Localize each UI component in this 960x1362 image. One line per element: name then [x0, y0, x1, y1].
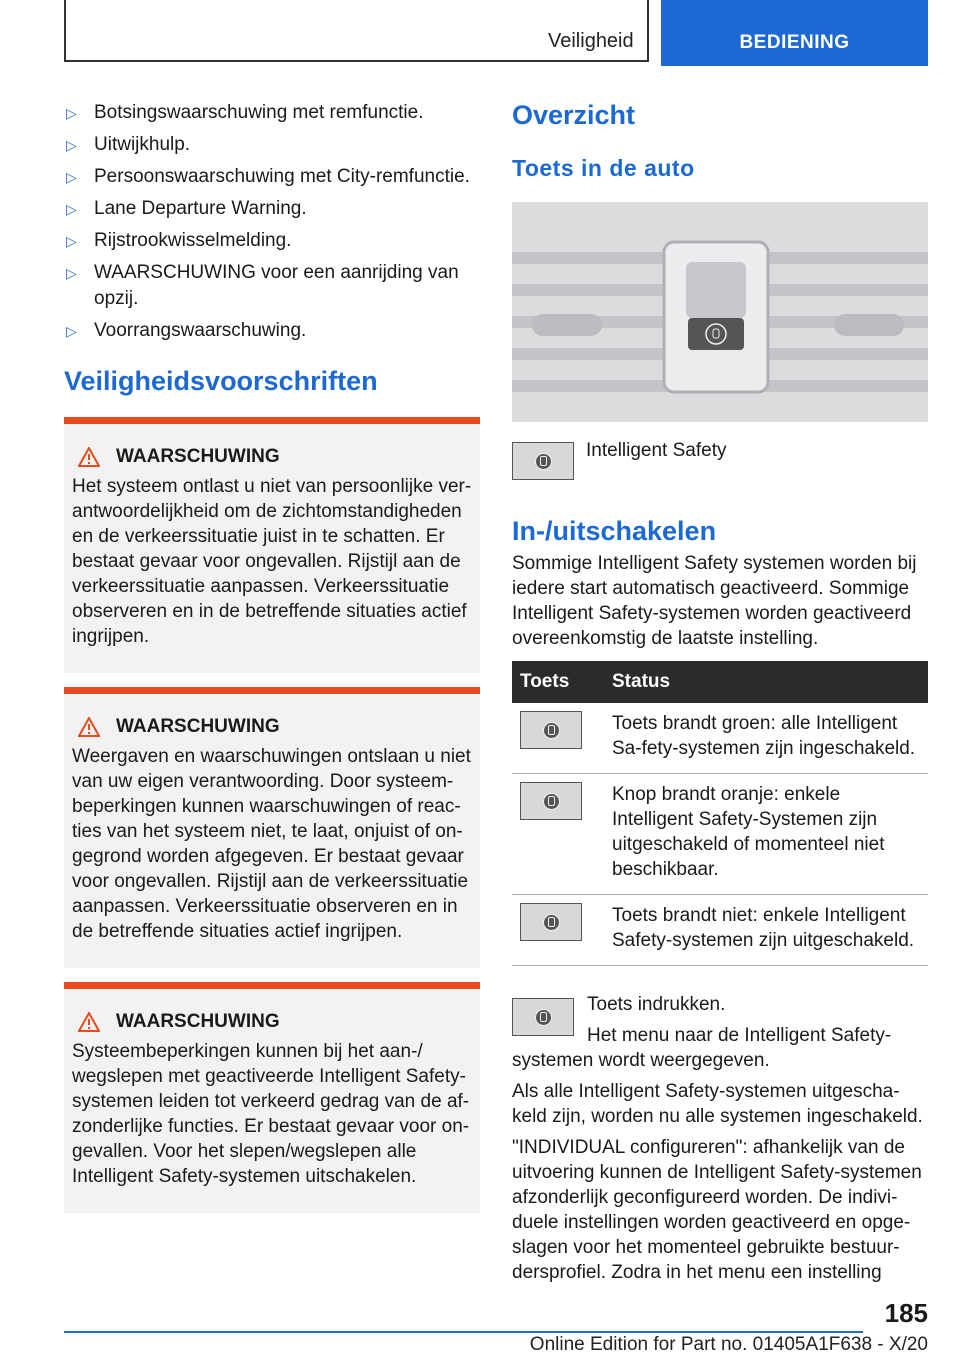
intelligent-safety-key-icon — [512, 998, 574, 1036]
table-cell: Toets brandt niet: enkele Intelligent Safety-systemen zijn uitgeschakeld. — [604, 895, 928, 966]
triangle-bullet-icon: ▷ — [66, 137, 77, 153]
intelligent-safety-key-icon — [512, 442, 574, 480]
table-row — [512, 703, 928, 774]
warning-box — [64, 687, 480, 968]
warning-triangle-icon — [78, 1012, 100, 1032]
table-header: Toets — [512, 661, 604, 703]
feature-list — [64, 100, 480, 344]
warning-text: Systeembeperkingen kunnen bij het aan-/ wegslepen met geactiveerde Intelligent Safety-systemen leiden tot verkeerd gedrag van de af-zonderlijke functies. Er bestaat gevaar voor on-gevallen. Voor het slepen/wegslepen alle Intelligent Safety-systemen uitschakelen. — [72, 1041, 470, 1187]
warning-box — [64, 417, 480, 673]
page-number: 185 — [884, 1298, 928, 1328]
header-section-title: Veiligheid — [548, 30, 634, 52]
button-legend — [512, 442, 928, 480]
list-item: ▷ Lane Departure Warning. — [64, 196, 480, 222]
triangle-bullet-icon: ▷ — [66, 105, 77, 121]
triangle-bullet-icon: ▷ — [66, 233, 77, 249]
warning-triangle-icon — [78, 447, 100, 467]
list-item: ▷ WAARSCHUWING voor een aanrijding van opzij. — [66, 262, 459, 309]
car-button-photo — [512, 202, 928, 422]
table-row — [512, 895, 928, 966]
press-text: Het menu naar de Intelligent Safety-systemen wordt weergegeven. — [512, 1025, 892, 1071]
triangle-bullet-icon: ▷ — [66, 323, 77, 339]
left-column — [64, 100, 480, 1213]
warning-title: WAARSCHUWING — [116, 716, 280, 737]
warning-title: WAARSCHUWING — [116, 446, 280, 467]
list-item: ▷ Rijstrookwisselmelding. — [64, 228, 480, 254]
triangle-bullet-icon: ▷ — [66, 265, 77, 281]
air-vent-button-illustration — [512, 202, 928, 422]
onoff-text: Sommige Intelligent Safety systemen worden bij iedere start automatisch geactiveerd. Sommige Intelligent Safety-systemen worden geactiveerd overeenkomstig de laatste instelling. — [512, 553, 917, 649]
safety-heading: Veiligheidsvoorschriften — [64, 366, 378, 396]
list-item: ▷ Persoonswaarschuwing met City-remfunctie. — [64, 164, 480, 190]
right-column — [512, 100, 928, 1285]
page-header — [64, 0, 928, 66]
list-item: ▷ Voorrangswaarschuwing. — [64, 318, 480, 344]
header-chapter-tab: BEDIENING — [661, 0, 928, 66]
list-item: ▷ Botsingswaarschuwing met remfunctie. — [64, 100, 480, 126]
press-instruction — [512, 992, 928, 1073]
status-table — [512, 661, 928, 966]
overview-heading: Overzicht — [512, 100, 636, 130]
intelligent-safety-key-icon — [520, 782, 582, 820]
table-cell: Knop brandt oranje: enkele Intelligent Safety-Systemen zijn uitgeschakeld of momenteel niet beschikbaar. — [604, 774, 928, 895]
button-label: Intelligent Safety — [586, 440, 727, 461]
table-row — [512, 774, 928, 895]
triangle-bullet-icon: ▷ — [66, 169, 77, 185]
paragraph: Als alle Intelligent Safety-systemen uitgescha-keld zijn, worden nu alle systemen ingeschakeld. — [512, 1081, 923, 1127]
intelligent-safety-key-icon — [520, 903, 582, 941]
intelligent-safety-key-icon — [520, 711, 582, 749]
footer-edition-text: Online Edition for Part no. 01405A1F638 - X/20 — [529, 1334, 928, 1355]
onoff-heading: In-/uitschakelen — [512, 516, 717, 546]
footer-divider — [64, 1331, 863, 1333]
paragraph: "INDIVIDUAL configureren": afhankelijk van de uitvoering kunnen de Intelligent Safety-systemen afzonderlijk geconfigureerd worden. De indivi-duele instellingen worden geactiveerd en opge-slagen voor het momenteel gebruikte bestuur-dersprofiel. Zodra in het menu een instelling — [512, 1137, 922, 1283]
table-header: Status — [604, 661, 928, 703]
button-heading: Toets in de auto — [512, 155, 695, 181]
triangle-bullet-icon: ▷ — [66, 201, 77, 217]
list-item: ▷ Uitwijkhulp. — [64, 132, 480, 158]
warning-box — [64, 982, 480, 1213]
warning-text: Het systeem ontlast u niet van persoonlijke ver-antwoordelijkheid om de zichtomstandigheden en de verkeerssituatie juist in te schatten. Er bestaat gevaar voor ongevallen. Rijstijl aan de verkeerssituatie aanpassen. Verkeerssituatie observeren en in de betreffende situaties actief ingrijpen. — [72, 476, 472, 647]
press-label: Toets indrukken. — [587, 994, 726, 1015]
warning-text: Weergaven en waarschuwingen ontslaan u niet van uw eigen verantwoording. Door systeem-beperkingen kunnen waarschuwingen of reac-ties van het systeem niet, te laat, onjuist of on-gegrond worden afgegeven. Er bestaat gevaar voor ongevallen. Rijstijl aan de verkeerssituatie aanpassen. Verkeerssituatie observeren en in de betreffende situaties actief ingrijpen. — [72, 746, 471, 942]
warning-triangle-icon — [78, 717, 100, 737]
table-cell: Toets brandt groen: alle Intelligent Sa-fety-systemen zijn ingeschakeld. — [604, 703, 928, 774]
warning-title: WAARSCHUWING — [116, 1011, 280, 1032]
